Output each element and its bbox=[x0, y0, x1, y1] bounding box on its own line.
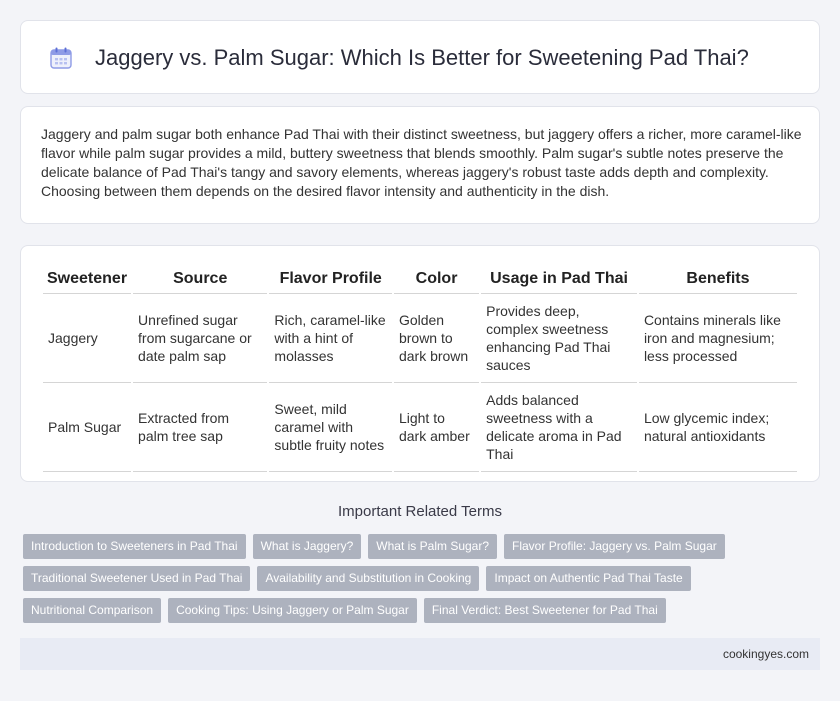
column-header-usage: Usage in Pad Thai bbox=[481, 264, 637, 294]
related-terms-list bbox=[23, 534, 823, 630]
table-cell: Light to dark amber bbox=[394, 383, 479, 472]
table-cell: Golden brown to dark brown bbox=[394, 294, 479, 383]
related-term-link[interactable]: What is Palm Sugar? bbox=[368, 534, 497, 559]
table-cell: Palm Sugar bbox=[43, 383, 131, 472]
table-cell: Unrefined sugar from sugarcane or date palm sap bbox=[133, 294, 267, 383]
table-cell: Low glycemic index; natural antioxidants bbox=[639, 383, 797, 472]
table-cell: Extracted from palm tree sap bbox=[133, 383, 267, 472]
column-header-source: Source bbox=[133, 264, 267, 294]
related-term-link[interactable]: What is Jaggery? bbox=[253, 534, 362, 559]
table-card bbox=[20, 245, 820, 482]
related-term-link[interactable]: Nutritional Comparison bbox=[23, 598, 161, 623]
related-terms-heading: Important Related Terms bbox=[338, 503, 502, 520]
comparison-table bbox=[41, 264, 799, 472]
calendar-icon bbox=[49, 46, 73, 70]
tag-row bbox=[23, 534, 823, 559]
summary-text: Jaggery and palm sugar both enhance Pad Thai with their distinct sweetness, but jaggery offers a richer, more caramel-like flavor while palm sugar provides a mild, buttery sweetness that blends smoothly. Palm sugar's subtle notes preserve the delicate balance of Pad Thai's tangy and savory elements, whereas jaggery's robust taste adds depth and complexity. Choosing between them depends on the desired flavor intensity and authenticity in the dish. bbox=[41, 126, 802, 199]
table-row bbox=[43, 383, 797, 472]
related-term-link[interactable]: Availability and Substitution in Cooking bbox=[257, 566, 479, 591]
table-cell: Provides deep, complex sweetness enhancing Pad Thai sauces bbox=[481, 294, 637, 383]
related-term-link[interactable]: Impact on Authentic Pad Thai Taste bbox=[486, 566, 690, 591]
site-name[interactable]: cookingyes.com bbox=[722, 647, 809, 661]
page-title: Jaggery vs. Palm Sugar: Which Is Better for Sweetening Pad Thai? bbox=[95, 45, 749, 70]
table-cell: Adds balanced sweetness with a delicate aroma in Pad Thai bbox=[481, 383, 637, 472]
column-header-flavor-profile: Flavor Profile bbox=[269, 264, 392, 294]
table-cell: Jaggery bbox=[43, 294, 131, 383]
related-term-link[interactable]: Cooking Tips: Using Jaggery or Palm Sugar bbox=[168, 598, 417, 623]
related-term-link[interactable]: Traditional Sweetener Used in Pad Thai bbox=[23, 566, 250, 591]
title-row bbox=[49, 21, 749, 95]
table-row bbox=[43, 294, 797, 383]
table-cell: Sweet, mild caramel with subtle fruity notes bbox=[269, 383, 392, 472]
related-term-link[interactable]: Final Verdict: Best Sweetener for Pad Thai bbox=[424, 598, 666, 623]
column-header-sweetener: Sweetener bbox=[43, 264, 131, 294]
tag-row bbox=[23, 598, 823, 623]
related-term-link[interactable]: Introduction to Sweeteners in Pad Thai bbox=[23, 534, 246, 559]
summary-card bbox=[20, 106, 820, 224]
column-header-color: Color bbox=[394, 264, 479, 294]
table-header-row bbox=[43, 264, 797, 294]
footer bbox=[20, 638, 820, 670]
table-cell: Contains minerals like iron and magnesium; less processed bbox=[639, 294, 797, 383]
related-term-link[interactable]: Flavor Profile: Jaggery vs. Palm Sugar bbox=[504, 534, 725, 559]
tag-row bbox=[23, 566, 823, 591]
header-card bbox=[20, 20, 820, 94]
table-cell: Rich, caramel-like with a hint of molasses bbox=[269, 294, 392, 383]
column-header-benefits: Benefits bbox=[639, 264, 797, 294]
